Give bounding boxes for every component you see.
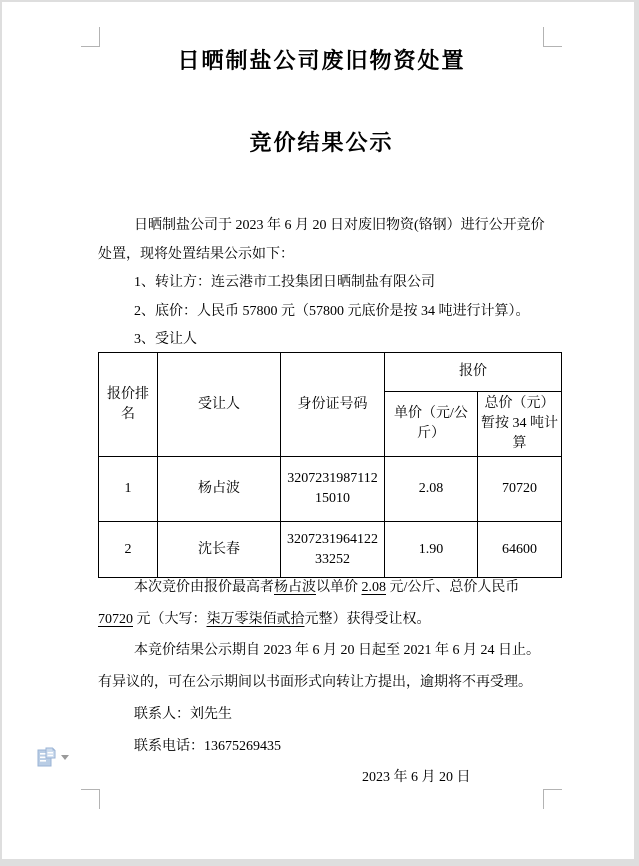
cell-unit-price: 2.08 (385, 457, 478, 522)
cell-id-number: 320723198711215010 (281, 457, 385, 522)
cell-total-price: 64600 (478, 522, 562, 578)
award-unit-price: 2.08 (361, 580, 386, 595)
award-seg5: 元整）获得受让权。 (304, 611, 431, 627)
list-item-base-price: 2、底价：人民币 57800 元（57800 元底价是按 34 吨进行计算）。 (134, 303, 530, 319)
cell-id-number: 320723196412233252 (281, 522, 385, 578)
award-total-price: 70720 (98, 611, 133, 627)
table-header-rank: 报价排名 (99, 353, 158, 457)
table-row (99, 522, 562, 578)
cell-name: 沈长春 (158, 522, 281, 578)
award-winner-name: 杨占波 (274, 580, 316, 595)
notice-paragraph: 本竞价结果公示期自 2023 年 6 月 20 日起至 2021 年 6 月 24 日止。有异议的，可在公示期间以书面形式向转让方提出，逾期将不再受理。 (98, 643, 540, 691)
award-seg2: 以单价 (316, 580, 362, 595)
document-page (2, 2, 634, 859)
table-header-total-price: 总价（元）暂按 34 吨计算 (478, 392, 562, 457)
paste-options-button[interactable] (35, 744, 73, 770)
award-seg3: 元/公斤、总价人民币 (386, 580, 520, 595)
intro-section (98, 212, 547, 355)
document-subtitle: 竞价结果公示 (249, 130, 394, 155)
cell-unit-price: 1.90 (385, 522, 478, 578)
table-header-unit-price: 单价（元/公斤） (385, 392, 478, 457)
contact-phone-line: 联系电话：13675269435 (134, 738, 281, 754)
table-row (99, 457, 562, 522)
cell-rank: 1 (99, 457, 158, 522)
date-line: 2023 年 6 月 20 日 (362, 770, 471, 786)
paste-options-icon (35, 746, 57, 768)
table-header-quote-group: 报价 (385, 353, 562, 392)
table-header-id-number: 身份证号码 (281, 353, 385, 457)
award-paragraph (98, 572, 548, 635)
list-item-transferor: 1、转让方：连云港市工投集团日晒制盐有限公司 (134, 275, 435, 290)
award-amount-in-words: 柒万零柒佰贰拾 (206, 611, 305, 627)
bid-result-table (98, 352, 562, 578)
cell-total-price: 70720 (478, 457, 562, 522)
award-seg1: 本次竞价由报价最高者 (134, 580, 274, 595)
dropdown-arrow-icon (61, 755, 69, 760)
award-seg4: 元（大写： (133, 611, 207, 627)
cell-rank: 2 (99, 522, 158, 578)
contact-person-line: 联系人：刘先生 (134, 706, 232, 722)
intro-paragraph: 日晒制盐公司于 2023 年 6 月 20 日对废旧物资(铬钢）进行公开竞价处置，现将处置结果公示如下： (98, 218, 545, 262)
table-header-transferee: 受让人 (158, 353, 281, 457)
result-section (98, 572, 548, 794)
document-title: 日晒制盐公司废旧物资处置 (177, 48, 466, 73)
list-item-transferee: 3、受让人 (134, 332, 197, 347)
cell-name: 杨占波 (158, 457, 281, 522)
